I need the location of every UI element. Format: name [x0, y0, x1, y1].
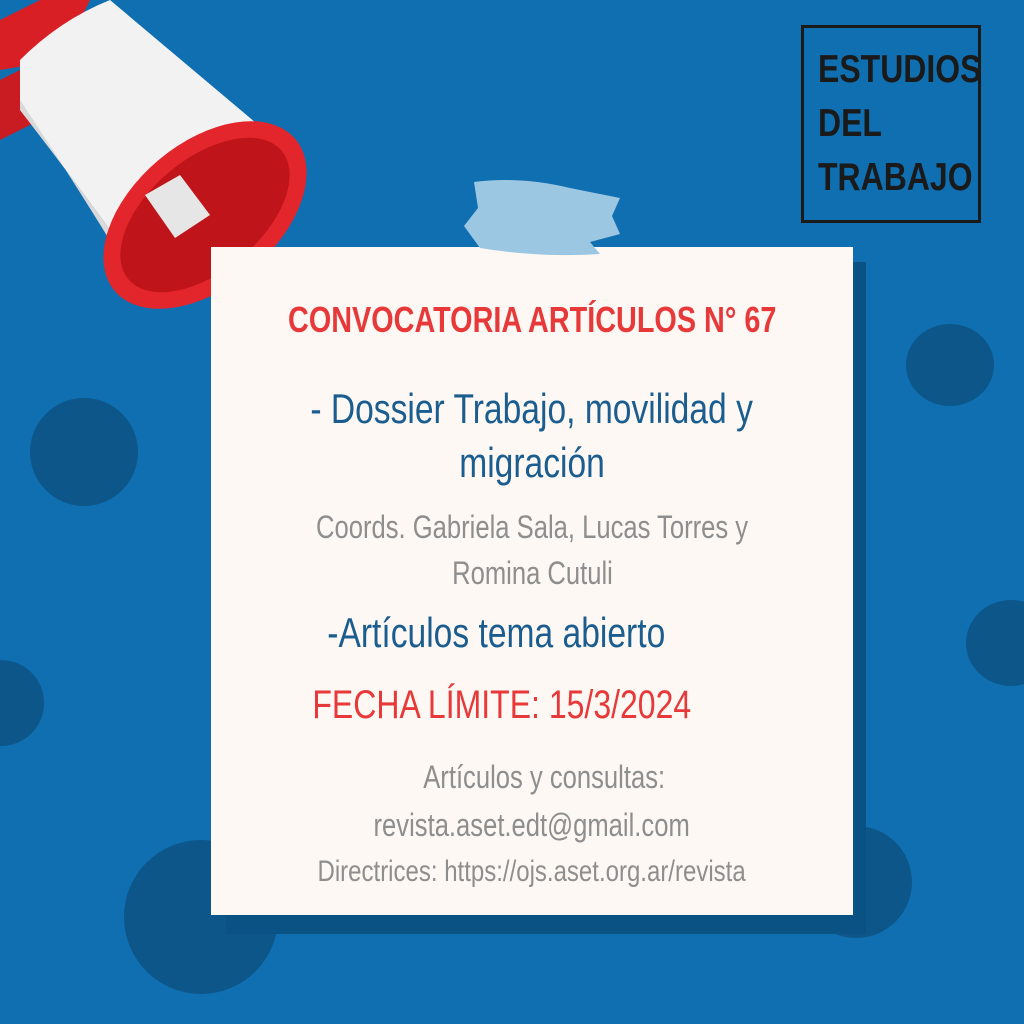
dossier-title-line-2: migración — [459, 439, 605, 486]
card-heading: CONVOCATORIA ARTÍCULOS N° 67 — [287, 299, 777, 340]
contact-label: Artículos y consultas: — [423, 759, 665, 795]
bg-circle — [30, 398, 138, 506]
guidelines-link[interactable]: Directrices: https://ojs.aset.org.ar/revista — [317, 855, 747, 888]
bg-circle — [906, 324, 994, 406]
contact-email[interactable]: revista.aset.edt@gmail.com — [373, 807, 691, 843]
dossier-title-line-1: - Dossier Trabajo, movilidad y — [310, 385, 754, 432]
brand-logo — [801, 25, 981, 223]
announcement-card — [211, 247, 853, 915]
bg-circle — [0, 660, 44, 746]
bg-circle — [966, 600, 1024, 686]
logo-line-3: TRABAJO — [818, 156, 973, 199]
open-topic-label: -Artículos tema abierto — [326, 609, 665, 656]
coordinators-line-2: Romina Cutuli — [451, 555, 613, 591]
coordinators-line-1: Coords. Gabriela Sala, Lucas Torres y — [315, 509, 749, 545]
tape-icon — [460, 178, 624, 260]
logo-line-1: ESTUDIOS — [818, 48, 982, 91]
logo-line-2: DEL — [818, 102, 882, 145]
deadline-label: FECHA LÍMITE: 15/3/2024 — [312, 683, 692, 727]
